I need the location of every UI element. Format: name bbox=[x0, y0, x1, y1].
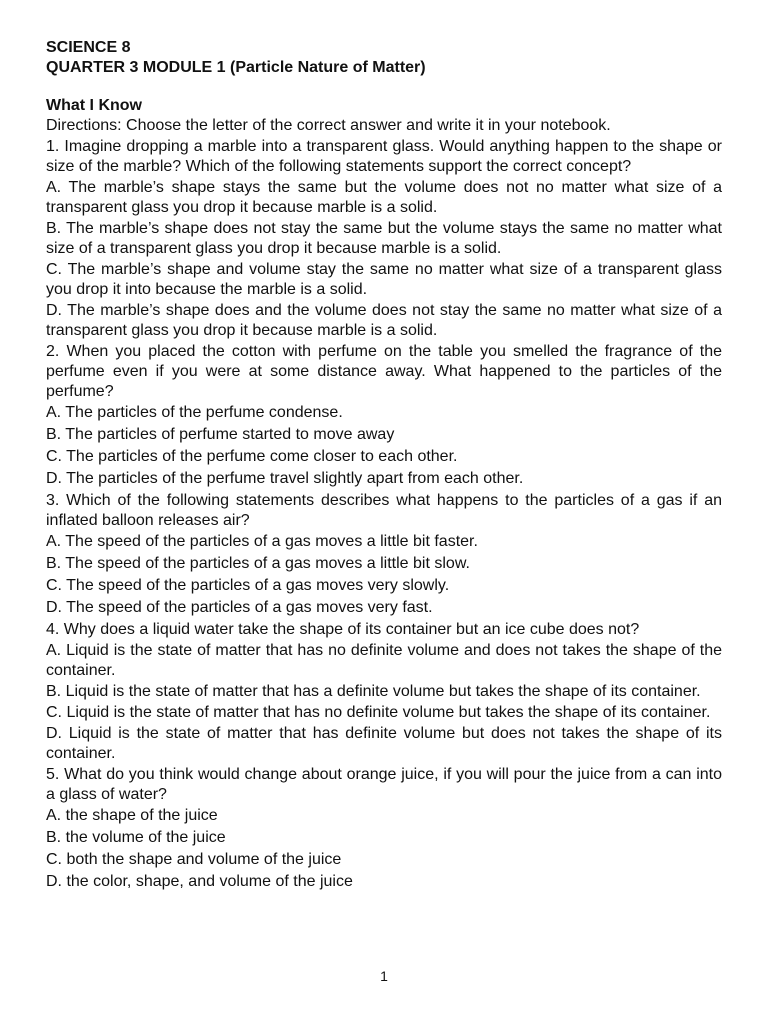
option-a: A. Liquid is the state of matter that has no definite volume and does not takes the shape of the container. bbox=[46, 642, 722, 679]
option-a: A. The marble’s shape stays the same but the volume does not no matter what size of a transparent glass you drop it because marble is a solid. bbox=[46, 179, 722, 216]
option-b: B. Liquid is the state of matter that has a definite volume but takes the shape of its container. bbox=[46, 683, 701, 700]
option-b: B. the volume of the juice bbox=[46, 829, 226, 846]
module-suffix: ) bbox=[420, 59, 426, 76]
option-a: A. The speed of the particles of a gas moves a little bit faster. bbox=[46, 533, 478, 550]
option-d: D. Liquid is the state of matter that has definite volume but does not takes the shape of its container. bbox=[46, 725, 722, 762]
question-text: 5. What do you think would change about orange juice, if you will pour the juice from a can into a glass of water? bbox=[46, 766, 722, 803]
option-c: C. both the shape and volume of the juice bbox=[46, 851, 342, 868]
option-b: B. The speed of the particles of a gas moves a little bit slow. bbox=[46, 555, 470, 572]
question-4 bbox=[46, 620, 722, 764]
option-a: A. the shape of the juice bbox=[46, 807, 218, 824]
option-c: C. The marble’s shape and volume stay the same no matter what size of a transparent glass you drop it into because the marble is a solid. bbox=[46, 261, 722, 298]
option-d: D. The marble’s shape does and the volume does not stay the same no matter what size of a transparent glass you drop it because marble is a solid. bbox=[46, 302, 722, 339]
question-1 bbox=[46, 137, 722, 341]
option-d: D. the color, shape, and volume of the juice bbox=[46, 873, 353, 890]
page-number: 1 bbox=[380, 968, 388, 984]
question-text: 1. Imagine dropping a marble into a transparent glass. Would anything happen to the shape or size of the marble? Which of the following statements support the correct concept? bbox=[46, 138, 722, 175]
section-title: What I Know bbox=[46, 97, 142, 114]
subject-title: SCIENCE 8 bbox=[46, 39, 131, 56]
question-text: 2. When you placed the cotton with perfume on the table you smelled the fragrance of the perfume even if you were at some distance away. What happened to the particles of the perfume? bbox=[46, 343, 722, 400]
question-2 bbox=[46, 342, 722, 489]
document-page bbox=[46, 38, 722, 894]
question-3 bbox=[46, 491, 722, 618]
option-d: D. The particles of the perfume travel slightly apart from each other. bbox=[46, 470, 524, 487]
question-text: 3. Which of the following statements describes what happens to the particles of a gas if an inflated balloon releases air? bbox=[46, 492, 722, 529]
option-b: B. The marble’s shape does not stay the same but the volume stays the same no matter what size of a transparent glass you drop it because marble is a solid. bbox=[46, 220, 722, 257]
module-title bbox=[46, 58, 722, 78]
option-b: B. The particles of perfume started to move away bbox=[46, 426, 395, 443]
module-topic: Particle Nature of Matter bbox=[235, 59, 421, 76]
question-5 bbox=[46, 765, 722, 892]
option-c: C. The particles of the perfume come closer to each other. bbox=[46, 448, 458, 465]
question-text: 4. Why does a liquid water take the shape of its container but an ice cube does not? bbox=[46, 621, 640, 638]
option-a: A. The particles of the perfume condense. bbox=[46, 404, 343, 421]
directions: Directions: Choose the letter of the correct answer and write it in your notebook. bbox=[46, 117, 611, 134]
option-d: D. The speed of the particles of a gas moves very fast. bbox=[46, 599, 433, 616]
option-c: C. The speed of the particles of a gas moves very slowly. bbox=[46, 577, 450, 594]
option-c: C. Liquid is the state of matter that has no definite volume but takes the shape of its container. bbox=[46, 704, 711, 721]
module-prefix: QUARTER 3 MODULE 1 ( bbox=[46, 59, 236, 76]
